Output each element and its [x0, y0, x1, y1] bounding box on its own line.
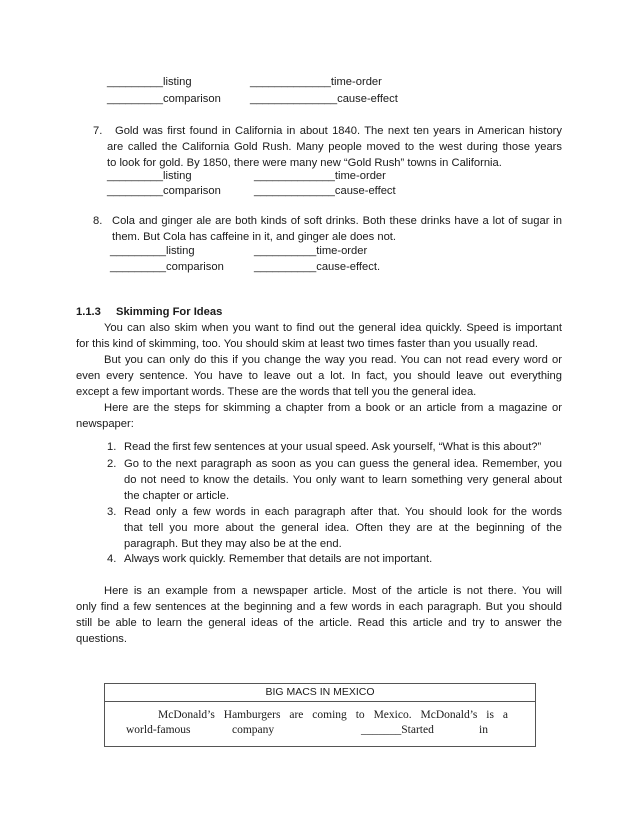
- item8-line: them. But Cola has caffeine in it, and ginger ale does not.: [112, 231, 397, 243]
- item7-line: are called the California Gold Rush. Many people moved to the west during those years: [107, 141, 562, 153]
- step-line: Read the first few sentences at your usual speed. Ask yourself, “What is this about?”: [124, 441, 542, 453]
- article-word: _______Started: [361, 724, 434, 736]
- option-cause-effect: __________cause-effect.: [254, 261, 381, 273]
- paragraph-line: Here is an example from a newspaper article. Most of the article is not there. You will: [104, 585, 562, 597]
- step-number: 2.: [107, 458, 117, 470]
- option-comparison: _________comparison: [107, 93, 221, 105]
- section-title: Skimming For Ideas: [116, 306, 223, 318]
- step-number: 1.: [107, 441, 117, 453]
- paragraph-line: for this kind of skimming, too. You should skim at least two times faster than you usually read.: [76, 338, 539, 350]
- paragraph-line: Here are the steps for skimming a chapter from a book or an article from a magazine or: [104, 402, 562, 414]
- option-listing: _________listing: [107, 170, 192, 182]
- item7-line: Gold was first found in California in about 1840. The next ten years in American history: [115, 125, 562, 137]
- step-number: 4.: [107, 553, 117, 565]
- paragraph-line: You can also skim when you want to find out the general idea quickly. Speed is important: [104, 322, 562, 334]
- step-line: do not need to know the details. You only want to learn something very general about: [124, 474, 562, 486]
- item7-line: to look for gold. By 1850, there were many new “Gold Rush” towns in California.: [107, 157, 502, 169]
- item8-line: Cola and ginger ale are both kinds of soft drinks. Both these drinks have a lot of sugar in: [112, 215, 562, 227]
- article-title: BIG MACS IN MEXICO: [105, 684, 535, 702]
- paragraph-line: still be able to learn the general ideas of the article. Read this article and try to answer the: [76, 617, 562, 629]
- item-number: 7.: [93, 125, 103, 137]
- section-number: 1.1.3: [76, 306, 101, 318]
- item-number: 8.: [93, 215, 103, 227]
- step-number: 3.: [107, 506, 117, 518]
- paragraph-line: questions.: [76, 633, 127, 645]
- paragraph-line: even every sentence. You have to leave out a lot. In fact, you should leave out everything: [76, 370, 562, 382]
- option-comparison: _________comparison: [110, 261, 224, 273]
- article-word: in: [479, 724, 488, 736]
- paragraph-line: except a few important words. These are the words that tell you the general idea.: [76, 386, 477, 398]
- option-listing: _________listing: [107, 76, 192, 88]
- option-listing: _________listing: [110, 245, 195, 257]
- option-cause-effect: ______________cause-effect: [250, 93, 398, 105]
- option-cause-effect: _____________cause-effect: [254, 185, 396, 197]
- option-time-order: _____________time-order: [254, 170, 386, 182]
- article-word: world-famous: [126, 724, 191, 736]
- paragraph-line: only find a few sentences at the beginning and a few words in each paragraph. But you should: [76, 601, 562, 613]
- option-comparison: _________comparison: [107, 185, 221, 197]
- article-word: company: [232, 724, 275, 736]
- step-line: that tell you more about the general idea. Often they are at the beginning of the: [124, 522, 562, 534]
- paragraph-line: newspaper:: [76, 418, 134, 430]
- step-line: Go to the next paragraph as soon as you can guess the general idea. Remember, you: [124, 458, 562, 470]
- step-line: Read only a few words in each paragraph after that. You should look for the words: [124, 506, 562, 518]
- paragraph-line: But you can only do this if you change the way you read. You can not read every word or: [104, 354, 562, 366]
- option-time-order: __________time-order: [254, 245, 368, 257]
- option-time-order: _____________time-order: [250, 76, 382, 88]
- article-line: McDonald’s Hamburgers are coming to Mexico. McDonald’s is a: [158, 709, 508, 721]
- step-line: paragraph. But they may also be at the end.: [124, 538, 342, 550]
- step-line: Always work quickly. Remember that details are not important.: [124, 553, 433, 565]
- step-line: the chapter or article.: [124, 490, 230, 502]
- article-box: [104, 683, 536, 747]
